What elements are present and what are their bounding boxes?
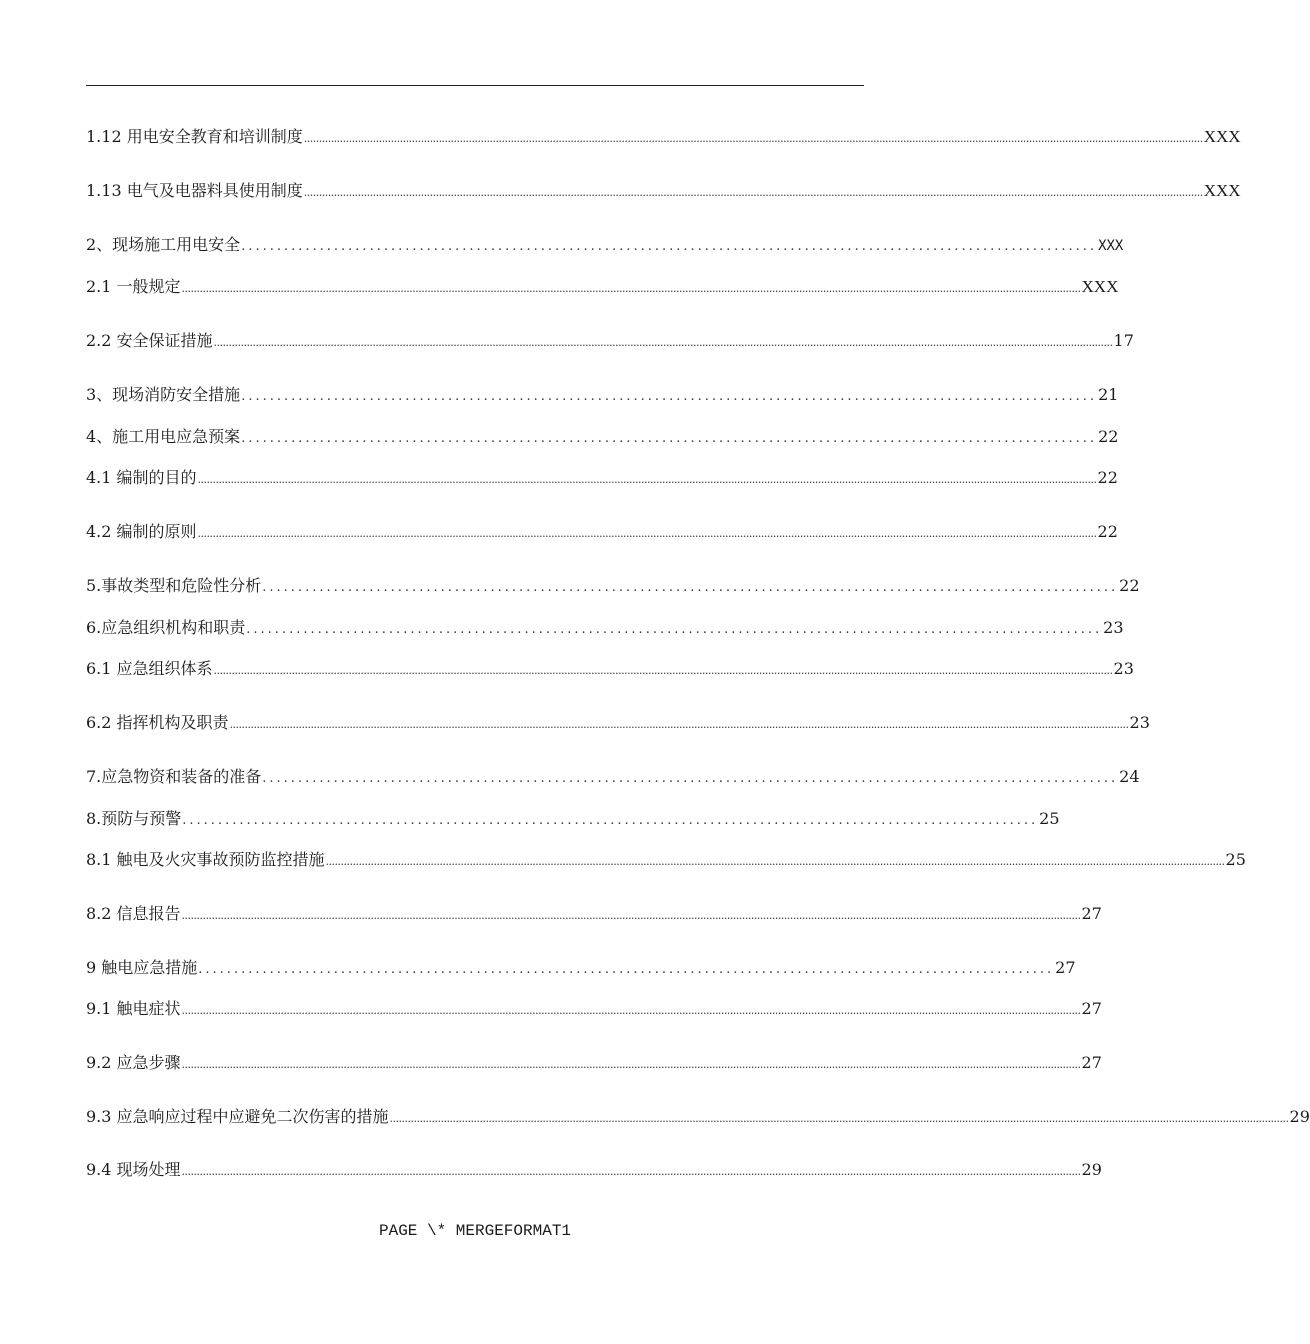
toc-entry-title: 3、现场消防安全措施 xyxy=(86,385,241,404)
toc-entry-page-number: 23 xyxy=(1103,618,1124,637)
toc-entry[interactable] xyxy=(86,232,1124,256)
toc-entry[interactable] xyxy=(86,519,1118,543)
page-footer-field: PAGE \* MERGEFORMAT1 xyxy=(378,1222,572,1240)
toc-dot-leader: ........................................................................................................................ xyxy=(182,813,1039,828)
toc-entry-title: 2.1 一般规定 xyxy=(86,277,181,296)
toc-entry-title: 9.4 现场处理 xyxy=(86,1160,181,1179)
toc-entry[interactable] xyxy=(86,996,1102,1020)
toc-entry-page-number: 22 xyxy=(1097,522,1118,541)
toc-entry[interactable] xyxy=(86,806,1060,830)
toc-entry[interactable] xyxy=(86,710,1150,734)
header-rule xyxy=(86,85,864,86)
toc-dot-leader: ........................................................................................................................ xyxy=(262,771,1119,786)
toc-entry-title: 8.预防与预警 xyxy=(86,809,182,828)
toc-entry-page-number: 27 xyxy=(1055,958,1076,977)
toc-entry-page-number: 23 xyxy=(1113,659,1134,678)
toc-entry-title: 8.1 触电及火灾事故预防监控措施 xyxy=(86,850,325,869)
toc-entry[interactable] xyxy=(86,1050,1102,1074)
toc-entry[interactable] xyxy=(86,847,1246,871)
toc-entry-page-number: XXX xyxy=(1081,277,1119,296)
toc-dot-leader: ........................................................................................................................ xyxy=(241,239,1098,254)
toc-dot-leader: ............................................................................................................................................................................................................................................................................................................ xyxy=(389,1112,1289,1125)
toc-dot-leader: ............................................................................................................................................................................................................................................................................................................ xyxy=(197,473,1097,486)
toc-dot-leader: ............................................................................................................................................................................................................................................................................................................ xyxy=(303,132,1203,145)
toc-entry-page-number: XXX xyxy=(1203,181,1241,200)
toc-entry-page-number: 27 xyxy=(1081,1053,1102,1072)
toc-entry-page-number: 24 xyxy=(1119,767,1140,786)
toc-entry-page-number: 22 xyxy=(1119,576,1140,595)
toc-dot-leader: ........................................................................................................................ xyxy=(262,580,1119,595)
toc-dot-leader: ........................................................................................................................ xyxy=(246,622,1103,637)
toc-entry-title: 9 触电应急措施 xyxy=(86,958,198,977)
toc-entry[interactable] xyxy=(86,382,1119,406)
toc-entry-title: 1.13 电气及电器料具使用制度 xyxy=(86,181,303,200)
toc-entry[interactable] xyxy=(86,1104,1310,1128)
toc-entry[interactable] xyxy=(86,656,1134,680)
toc-entry[interactable] xyxy=(86,124,1241,148)
toc-entry[interactable] xyxy=(86,573,1140,597)
toc-entry-page-number: 27 xyxy=(1081,904,1102,923)
toc-entry-title: 6.1 应急组织体系 xyxy=(86,659,213,678)
toc-entry-page-number: 29 xyxy=(1081,1160,1102,1179)
toc-entry-page-number: XXX xyxy=(1098,238,1124,254)
toc-dot-leader: ........................................................................................................................ xyxy=(241,431,1098,446)
toc-dot-leader: ............................................................................................................................................................................................................................................................................................................ xyxy=(181,1004,1081,1017)
toc-entry-title: 9.1 触电症状 xyxy=(86,999,181,1018)
toc-entry-title: 4、施工用电应急预案 xyxy=(86,427,241,446)
toc-dot-leader: ........................................................................................................................ xyxy=(241,389,1098,404)
toc-dot-leader: ............................................................................................................................................................................................................................................................................................................ xyxy=(181,909,1081,922)
toc-entry-page-number: 25 xyxy=(1225,850,1246,869)
toc-entry[interactable] xyxy=(86,901,1102,925)
toc-entry-title: 2.2 安全保证措施 xyxy=(86,331,213,350)
toc-entry-page-number: 22 xyxy=(1098,427,1119,446)
toc-dot-leader: ............................................................................................................................................................................................................................................................................................................ xyxy=(213,336,1113,349)
toc-entry[interactable] xyxy=(86,274,1119,298)
toc-dot-leader: ............................................................................................................................................................................................................................................................................................................ xyxy=(181,1058,1081,1071)
toc-entry[interactable] xyxy=(86,955,1076,979)
toc-entry-title: 1.12 用电安全教育和培训制度 xyxy=(86,127,303,146)
toc-dot-leader: ............................................................................................................................................................................................................................................................................................................ xyxy=(325,855,1225,868)
toc-entry-title: 5.事故类型和危险性分析 xyxy=(86,576,262,595)
toc-entry-title: 9.3 应急响应过程中应避免二次伤害的措施 xyxy=(86,1107,389,1126)
toc-entry-title: 6.应急组织机构和职责 xyxy=(86,618,246,637)
toc-entry-page-number: 21 xyxy=(1098,385,1119,404)
toc-entry-title: 8.2 信息报告 xyxy=(86,904,181,923)
toc-entry-page-number: 29 xyxy=(1289,1107,1310,1126)
toc-entry-title: 2、现场施工用电安全 xyxy=(86,235,241,254)
toc-entry-page-number: 22 xyxy=(1097,468,1118,487)
toc-entry-page-number: 27 xyxy=(1081,999,1102,1018)
toc-entry-title: 9.2 应急步骤 xyxy=(86,1053,181,1072)
toc-dot-leader: ............................................................................................................................................................................................................................................................................................................ xyxy=(229,718,1129,731)
toc-entry[interactable] xyxy=(86,178,1241,202)
toc-entry-page-number: 23 xyxy=(1129,713,1150,732)
toc-entry-title: 4.2 编制的原则 xyxy=(86,522,197,541)
toc-entry-page-number: 25 xyxy=(1039,809,1060,828)
toc-entry-page-number: 17 xyxy=(1113,331,1134,350)
toc-dot-leader: ............................................................................................................................................................................................................................................................................................................ xyxy=(213,664,1113,677)
toc-entry[interactable] xyxy=(86,615,1124,639)
toc-entry[interactable] xyxy=(86,1157,1102,1181)
toc-entry-title: 4.1 编制的目的 xyxy=(86,468,197,487)
toc-dot-leader: ............................................................................................................................................................................................................................................................................................................ xyxy=(181,1165,1081,1178)
toc-entry[interactable] xyxy=(86,424,1119,448)
toc-dot-leader: ........................................................................................................................ xyxy=(198,962,1055,977)
toc-dot-leader: ............................................................................................................................................................................................................................................................................................................ xyxy=(303,186,1203,199)
toc-entry-title: 6.2 指挥机构及职责 xyxy=(86,713,229,732)
toc-dot-leader: ............................................................................................................................................................................................................................................................................................................ xyxy=(197,527,1097,540)
toc-entry[interactable] xyxy=(86,328,1134,352)
toc-dot-leader: ............................................................................................................................................................................................................................................................................................................ xyxy=(181,282,1081,295)
toc-entry[interactable] xyxy=(86,764,1140,788)
toc-entry[interactable] xyxy=(86,465,1118,489)
toc-entry-title: 7.应急物资和装备的准备 xyxy=(86,767,262,786)
toc-entry-page-number: XXX xyxy=(1203,127,1241,146)
